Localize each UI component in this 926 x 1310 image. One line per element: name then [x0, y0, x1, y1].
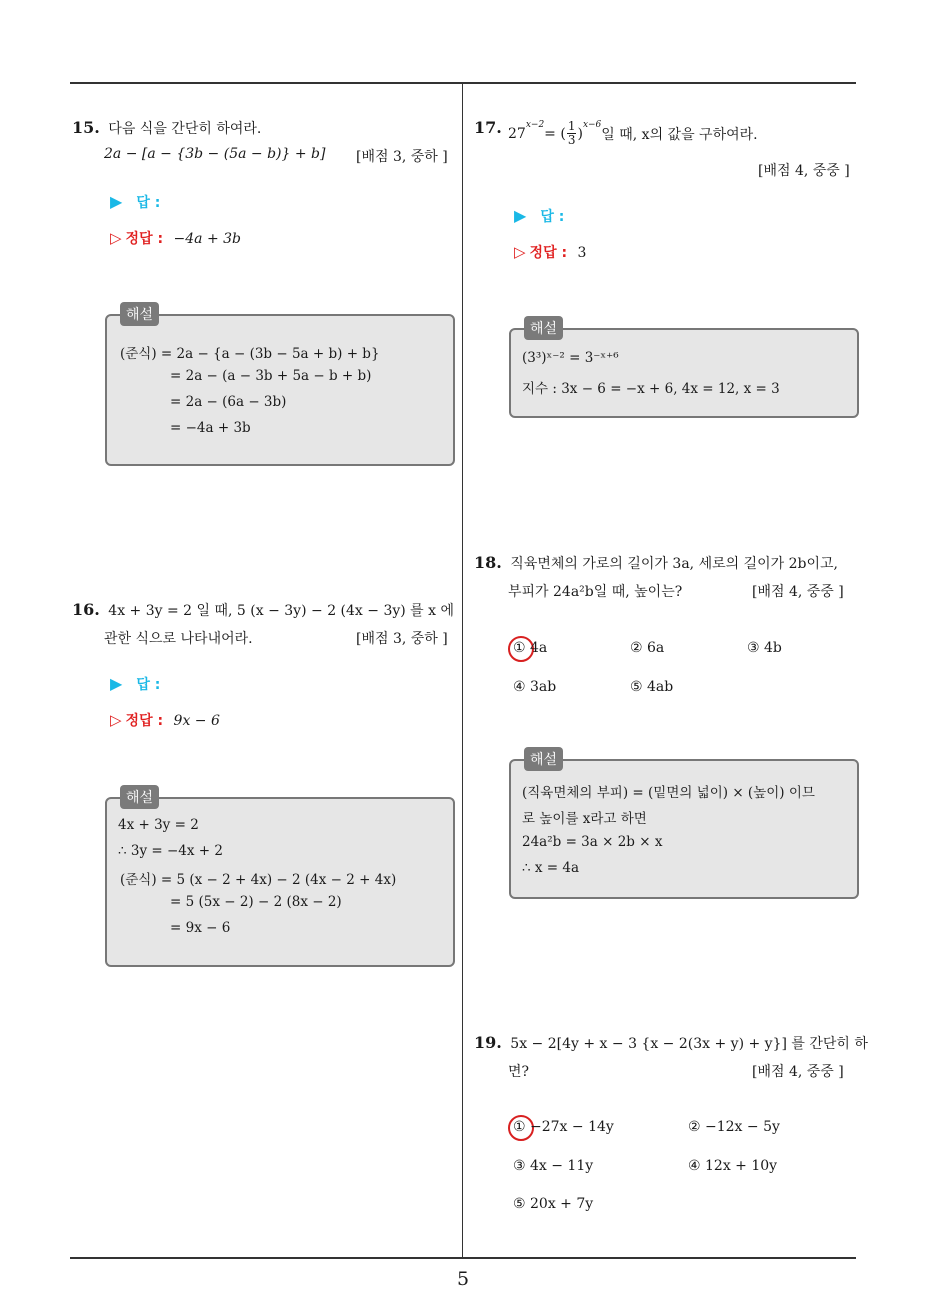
- choice-4[interactable]: ④ 12x + 10y: [688, 1158, 778, 1174]
- explanation-line: = −4a + 3b: [170, 420, 251, 436]
- explanation-line: (준식) = 5 (x − 2 + 4x) − 2 (4x − 2 + 4x): [120, 872, 397, 888]
- column-divider: [462, 84, 463, 1258]
- question-text: 면?: [508, 1064, 530, 1080]
- explanation-line: = 5 (5x − 2) − 2 (8x − 2): [170, 894, 342, 910]
- explanation-box: [509, 328, 859, 418]
- choice-1[interactable]: ① −27x − 14y: [513, 1119, 614, 1135]
- play-triangle-icon: ▶: [110, 674, 123, 693]
- correct-answer: ▷ 정답 : 9x − 6: [110, 711, 220, 729]
- outline-triangle-icon: ▷: [514, 243, 526, 261]
- explanation-line: 4x + 3y = 2: [118, 817, 199, 833]
- question-number: 15.: [72, 118, 100, 137]
- question-text: 4x + 3y = 2 일 때, 5 (x − 3y) − 2 (4x − 3y) 를 x 에: [108, 603, 455, 619]
- outline-triangle-icon: ▷: [110, 229, 122, 247]
- score-label: [배점 3, 중하 ]: [356, 631, 448, 647]
- top-rule: [70, 82, 856, 84]
- choice-4[interactable]: ④ 3ab: [513, 679, 557, 695]
- question-number: 17.: [474, 118, 502, 137]
- score-label: [배점 4, 중중 ]: [752, 584, 844, 600]
- question-text: 직육면체의 가로의 길이가 3a, 세로의 길이가 2b이고,: [510, 556, 838, 572]
- explanation-line: = 2a − (a − 3b + 5a − b + b): [170, 368, 372, 384]
- play-triangle-icon: ▶: [514, 206, 527, 225]
- question-text: 관한 식으로 나타내어라.: [104, 631, 253, 647]
- explanation-line: = 9x − 6: [170, 920, 231, 936]
- choice-5[interactable]: ⑤ 4ab: [630, 679, 674, 695]
- outline-triangle-icon: ▷: [110, 711, 122, 729]
- question-text: 다음 식을 간단히 하여라.: [108, 121, 262, 137]
- explanation-line: (직육면체의 부피) = (밑면의 넓이) × (높이) 이므: [522, 785, 815, 801]
- play-triangle-icon: ▶: [110, 192, 123, 211]
- explanation-box: [105, 314, 455, 466]
- answer-field[interactable]: ▶ 답 :: [110, 674, 161, 693]
- question-number: 16.: [72, 600, 100, 619]
- explanation-line: ∴ x = 4a: [522, 860, 580, 876]
- choice-3[interactable]: ③ 4x − 11y: [513, 1158, 594, 1174]
- explanation-line: 지수 : 3x − 6 = −x + 6, 4x = 12, x = 3: [522, 381, 780, 397]
- explanation-line: = 2a − (6a − 3b): [170, 394, 287, 410]
- choice-3[interactable]: ③ 4b: [747, 640, 782, 656]
- bottom-rule: [70, 1257, 856, 1259]
- answer-field[interactable]: ▶ 답 :: [110, 192, 161, 211]
- question-text: 5x − 2[4y + x − 3 {x − 2(3x + y) + y}] 를 간단히 하: [510, 1036, 868, 1052]
- question-number: 18.: [474, 553, 502, 572]
- explanation-tag: 해설: [524, 316, 563, 340]
- explanation-box: [509, 759, 859, 899]
- score-label: [배점 4, 중중 ]: [752, 1064, 844, 1080]
- score-label: [배점 3, 중하 ]: [356, 149, 448, 165]
- explanation-tag: 해설: [524, 747, 563, 771]
- question-text: 27 $^{x-2}$ = ( 1 3 ) $^{x-6}$ 일 때, x의 값을 구하여라.: [508, 119, 758, 147]
- choice-5[interactable]: ⑤ 20x + 7y: [513, 1196, 594, 1212]
- explanation-line: ∴ 3y = −4x + 2: [118, 843, 223, 859]
- score-label: [배점 4, 중중 ]: [758, 163, 850, 179]
- question-expression: 2a − [a − {3b − (5a − b)} + b]: [104, 146, 326, 162]
- choice-2[interactable]: ② 6a: [630, 640, 665, 656]
- explanation-line: 로 높이를 x라고 하면: [522, 811, 647, 827]
- choice-1[interactable]: ① 4a: [513, 640, 548, 656]
- correct-answer: ▷ 정답 : −4a + 3b: [110, 229, 242, 247]
- question-text: 부피가 24a²b일 때, 높이는?: [508, 584, 683, 600]
- explanation-line: (준식) = 2a − {a − (3b − 5a + b) + b}: [120, 346, 380, 362]
- explanation-tag: 해설: [120, 785, 159, 809]
- explanation-line: 24a²b = 3a × 2b × x: [522, 834, 663, 850]
- page-number: 5: [456, 1268, 470, 1290]
- explanation-tag: 해설: [120, 302, 159, 326]
- choice-2[interactable]: ② −12x − 5y: [688, 1119, 780, 1135]
- answer-field[interactable]: ▶ 답 :: [514, 206, 565, 225]
- correct-answer: ▷ 정답 : 3: [514, 243, 587, 261]
- question-number: 19.: [474, 1033, 502, 1052]
- explanation-line: (3³)ˣ⁻² = 3⁻ˣ⁺⁶: [522, 350, 619, 366]
